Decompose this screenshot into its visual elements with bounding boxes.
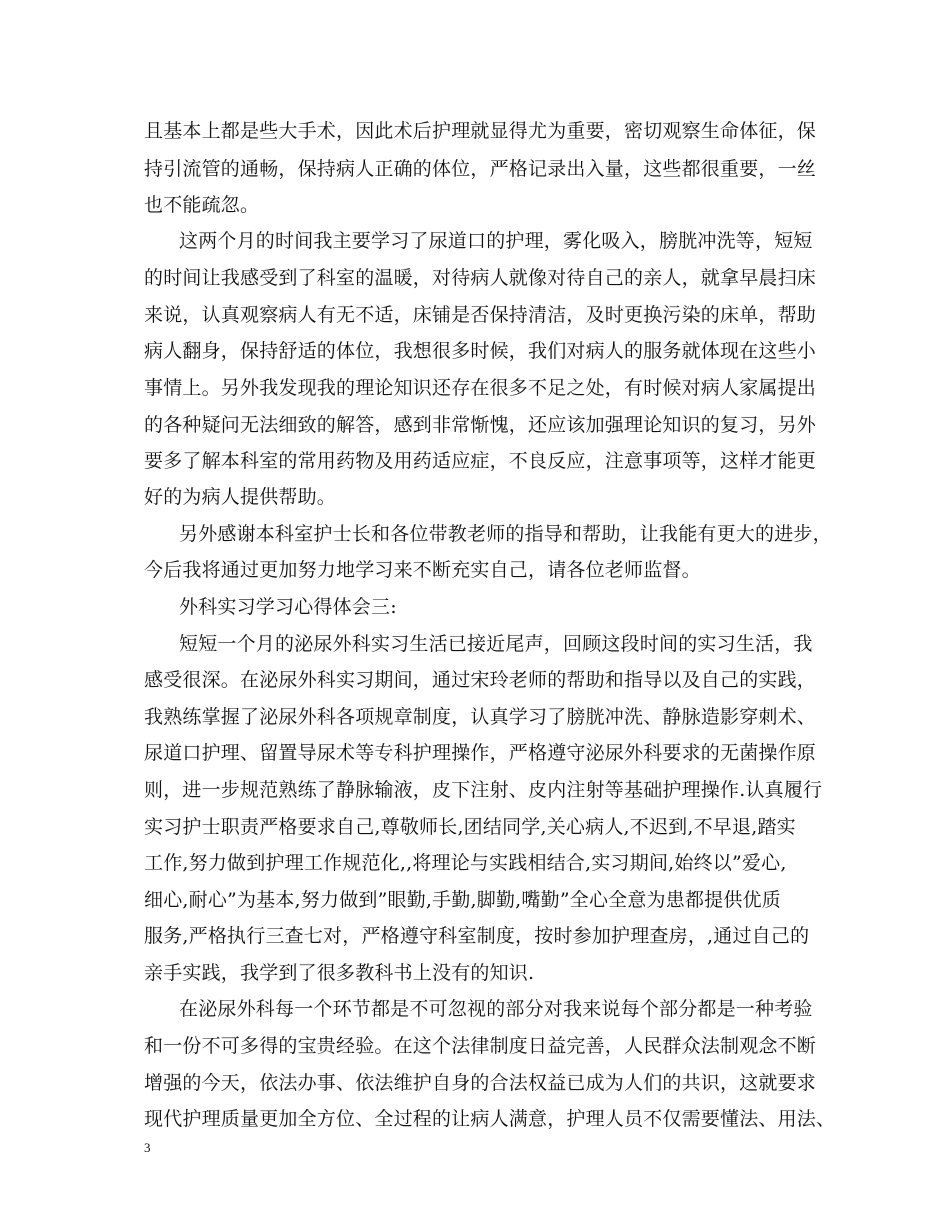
text-line: 好的为病人提供帮助。 xyxy=(144,486,337,508)
text-line: 实习护士职责严格要求自己,尊敬师长,团结同学,关心病人,不迟到,不早退,踏实 xyxy=(144,816,796,838)
text-line: 且基本上都是些大手术，因此术后护理就显得尤为重要，密切观察生命体征，保 xyxy=(144,120,817,142)
text-line: 持引流管的通畅，保持病人正确的体位，严格记录出入量，这些都很重要，一丝 xyxy=(144,158,817,180)
text-line: 则，进一步规范熟练了静脉输液，皮下注射、皮内注射等基础护理操作.认真履行 xyxy=(144,779,823,801)
text-line: 工作,努力做到护理工作规范化,,将理论与实践相结合,实习期间,始终以”爱心, xyxy=(144,852,787,874)
text-line: 和一份不可多得的宝贵经验。在这个法律制度日益完善，人民群众法制观念不断 xyxy=(144,1035,817,1057)
text-line: 要多了解本科室的常用药物及用药适应症，不良反应，注意事项等，这样才能更 xyxy=(144,450,817,472)
text-line: 今后我将通过更加努力地学习来不断充实自己，请各位老师监督。 xyxy=(144,559,701,581)
text-line: 亲手实践，我学到了很多教科书上没有的知识. xyxy=(144,962,535,984)
text-line: 病人翻身，保持舒适的体位，我想很多时候，我们对病人的服务就体现在这些小 xyxy=(144,340,817,362)
text-line: 的时间让我感受到了科室的温暖，对待病人就像对待自己的亲人，就拿早晨扫床 xyxy=(144,267,817,289)
text-line: 服务,严格执行三查七对，严格遵守科室制度，按时参加护理查房，,通过自己的 xyxy=(144,925,810,947)
page-number: 3 xyxy=(144,1140,151,1155)
paragraph-first-line: 在泌尿外科每一个环节都是不可忽视的部分对我来说每个部分都是一种考验 xyxy=(179,998,813,1020)
paragraph-first-line: 这两个月的时间我主要学习了尿道口的护理，雾化吸入，膀胱冲洗等，短短 xyxy=(179,230,813,252)
text-line: 事情上。另外我发现我的理论知识还存在很多不足之处，有时候对病人家属提出 xyxy=(144,377,817,399)
text-line: 细心,耐心”为基本,努力做到”眼勤,手勤,脚勤,嘴勤”全心全意为患都提供优质 xyxy=(144,889,781,911)
text-line: 来说，认真观察病人有无不适，床铺是否保持清洁，及时更换污染的床单，帮助 xyxy=(144,304,817,326)
paragraph-first-line: 另外感谢本科室护士长和各位带教老师的指导和帮助，让我能有更大的进步， xyxy=(179,523,832,545)
text-line: 增强的今天，依法办事、依法维护自身的合法权益已成为人们的共识，这就要求 xyxy=(144,1072,817,1094)
section-heading: 外科实习学习心得体会三: xyxy=(179,596,397,618)
text-line: 尿道口护理、留置导尿术等专科护理操作，严格遵守泌尿外科要求的无菌操作原 xyxy=(144,742,817,764)
paragraph-first-line: 短短一个月的泌尿外科实习生活已接近尾声，回顾这段时间的实习生活，我 xyxy=(179,633,813,655)
text-line: 现代护理质量更加全方位、全过程的让病人满意，护理人员不仅需要懂法、用法、 xyxy=(144,1108,836,1130)
text-line: 也不能疏忽。 xyxy=(144,194,260,216)
text-line: 我熟练掌握了泌尿外科各项规章制度，认真学习了膀胱冲洗、静脉造影穿刺术、 xyxy=(144,706,817,728)
text-line: 感受很深。在泌尿外科实习期间，通过宋玲老师的帮助和指导以及自己的实践， xyxy=(144,669,817,691)
text-line: 的各种疑问无法细致的解答，感到非常惭愧，还应该加强理论知识的复习，另外 xyxy=(144,414,817,436)
